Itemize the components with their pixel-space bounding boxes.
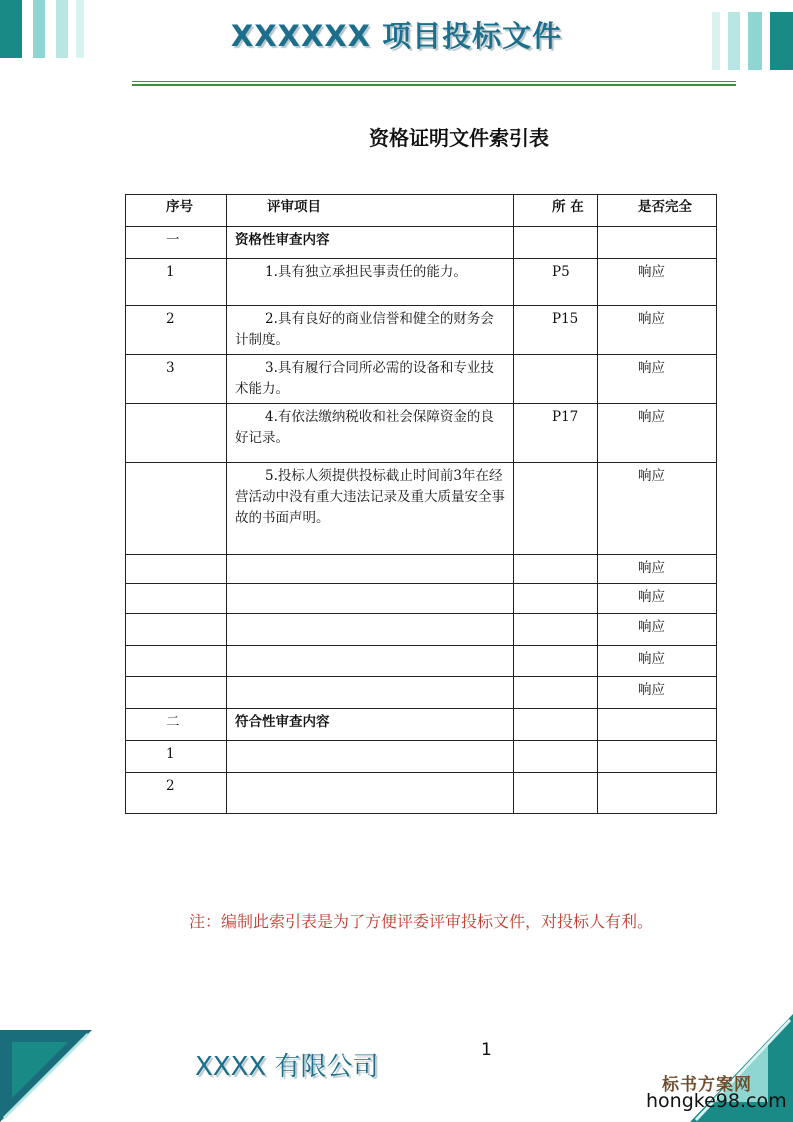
footer-company-name: XXXX 有限公司 [195, 1052, 379, 1082]
cell-status: 响应 [598, 584, 717, 614]
cell-review-item [227, 741, 514, 773]
cell-page [514, 355, 598, 404]
table-row [126, 259, 717, 306]
header-rule [132, 84, 736, 86]
cell-page [514, 709, 598, 741]
cell-number [126, 555, 227, 584]
cell-number [126, 677, 227, 709]
cell-status: 响应 [598, 677, 717, 709]
cell-number: 二 [126, 709, 227, 741]
table-row [126, 463, 717, 555]
cell-page [514, 227, 598, 259]
cell-page [514, 614, 598, 646]
column-header-status: 是否完全 [598, 195, 717, 227]
cell-status: 响应 [598, 646, 717, 677]
table-section-row [126, 709, 717, 741]
cell-status [598, 773, 717, 814]
cell-page [514, 584, 598, 614]
cell-page [514, 555, 598, 584]
cell-review-item: 3.具有履行合同所必需的设备和专业技术能力。 [227, 355, 514, 404]
cell-status: 响应 [598, 463, 717, 555]
cell-page: P5 [514, 259, 598, 306]
cell-page [514, 773, 598, 814]
column-header-page: 所 在 [514, 195, 598, 227]
cell-number [126, 646, 227, 677]
cell-number: 1 [126, 741, 227, 773]
cell-status [598, 227, 717, 259]
cell-status: 响应 [598, 259, 717, 306]
table-row [126, 677, 717, 709]
qualification-index-table [125, 194, 717, 814]
table-row [126, 355, 717, 404]
cell-review-item: 资格性审查内容 [227, 227, 514, 259]
cell-status [598, 741, 717, 773]
cell-number [126, 463, 227, 555]
header-rule [132, 81, 736, 82]
cell-review-item: 5.投标人须提供投标截止时间前3年在经营活动中没有重大违法记录及重大质量安全事故的书面声明。 [227, 463, 514, 555]
table-row [126, 555, 717, 584]
cell-page: P17 [514, 404, 598, 463]
cell-status: 响应 [598, 614, 717, 646]
column-header-no: 序号 [126, 195, 227, 227]
page-number: 1 [481, 1040, 492, 1060]
cell-page: P15 [514, 306, 598, 355]
cell-review-item: 4.有依法缴纳税收和社会保障资金的良好记录。 [227, 404, 514, 463]
cell-number: 2 [126, 306, 227, 355]
cell-page [514, 646, 598, 677]
table-row [126, 404, 717, 463]
table-section-row [126, 227, 717, 259]
page-title: 资格证明文件索引表 [369, 126, 549, 150]
watermark-text: 标书方案网 [662, 1075, 752, 1095]
footnote: 注：编制此索引表是为了方便评委评审投标文件，对投标人有利。 [189, 912, 654, 931]
document-header-title: XXXXXX 项目投标文件 [230, 19, 563, 53]
cell-page [514, 741, 598, 773]
cell-status [598, 709, 717, 741]
cell-status: 响应 [598, 306, 717, 355]
table-header-row [126, 195, 717, 227]
footer-left-decoration [0, 1030, 95, 1122]
cell-status: 响应 [598, 355, 717, 404]
table-row [126, 741, 717, 773]
cell-number: 一 [126, 227, 227, 259]
table-row [126, 773, 717, 814]
table-row [126, 584, 717, 614]
cell-page [514, 677, 598, 709]
watermark-url: hongke98.com [646, 1090, 787, 1112]
cell-number [126, 404, 227, 463]
cell-number [126, 584, 227, 614]
table-row [126, 306, 717, 355]
cell-review-item [227, 584, 514, 614]
cell-review-item: 2.具有良好的商业信誉和健全的财务会计制度。 [227, 306, 514, 355]
cell-page [514, 463, 598, 555]
cell-status: 响应 [598, 555, 717, 584]
cell-number: 3 [126, 355, 227, 404]
cell-number: 2 [126, 773, 227, 814]
cell-review-item: 1.具有独立承担民事责任的能力。 [227, 259, 514, 306]
table-row [126, 614, 717, 646]
cell-review-item [227, 614, 514, 646]
cell-number: 1 [126, 259, 227, 306]
cell-status: 响应 [598, 404, 717, 463]
cell-review-item: 符合性审查内容 [227, 709, 514, 741]
cell-review-item [227, 677, 514, 709]
cell-review-item [227, 646, 514, 677]
cell-review-item [227, 773, 514, 814]
column-header-item: 评审项目 [227, 195, 514, 227]
table-row [126, 646, 717, 677]
cell-review-item [227, 555, 514, 584]
cell-number [126, 614, 227, 646]
